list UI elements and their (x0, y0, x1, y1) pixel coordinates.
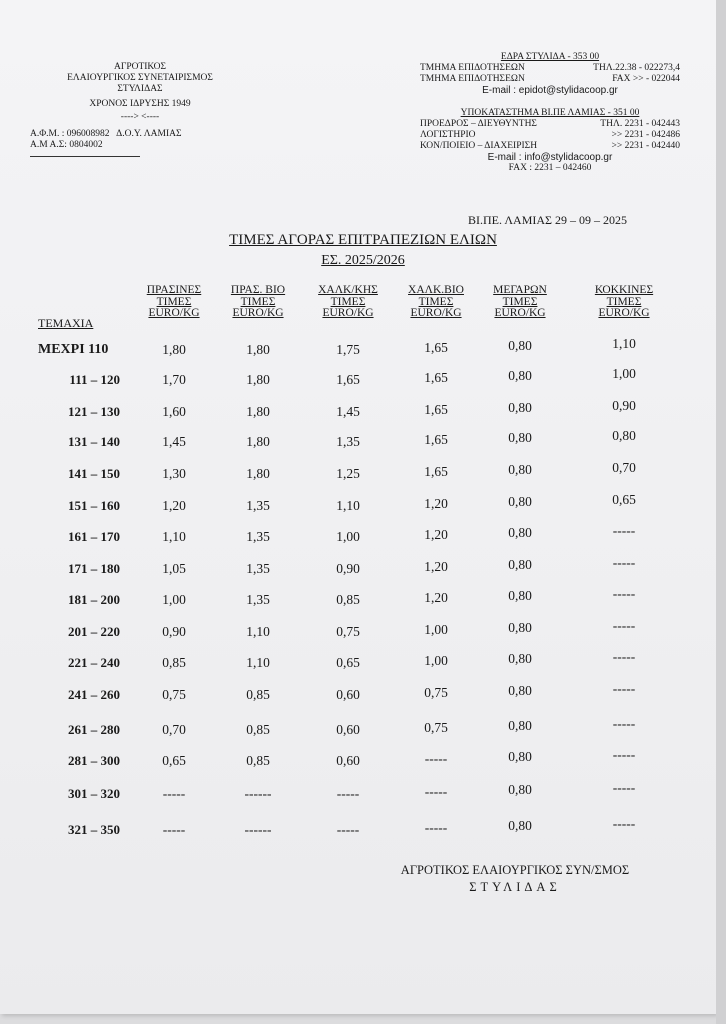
price-cell: ------ (244, 822, 272, 837)
row-label: ΜΕΧΡΙ 110 (38, 342, 109, 357)
column-header-text: EURO/KG (598, 307, 650, 319)
price-cell: 0,80 (508, 400, 532, 415)
price-cell: ----- (612, 716, 636, 731)
page-title: ΤΙΜΕΣ ΑΓΟΡΑΣ ΕΠΙΤΡΑΠΕΖΙΩΝ ΕΛΙΩΝ (229, 232, 497, 248)
price-cell: 0,75 (424, 685, 448, 700)
row-label: 171 – 180 (68, 561, 120, 576)
price-cell: 0,90 (336, 561, 360, 576)
column-header-text: ΚΟΚΚΙΝΕΣ (594, 284, 654, 296)
subsidies-tel: ΤΗΛ.22.38 - 022273,4 (593, 63, 680, 73)
price-cell: 0,80 (508, 588, 532, 603)
column-header-text: ΠΡΑΣΙΝΕΣ (146, 284, 202, 296)
price-cell: 1,35 (246, 561, 270, 576)
price-cell: 0,80 (508, 462, 532, 477)
price-cell: 1,00 (424, 622, 448, 637)
column-header-text: ΜΕΓΑΡΩΝ (493, 284, 547, 296)
price-cell: 1,35 (336, 434, 360, 449)
price-cell: 1,65 (424, 402, 448, 417)
price-cell: 1,20 (424, 527, 448, 542)
price-cell: 0,80 (612, 428, 636, 443)
price-cell: 1,35 (246, 592, 270, 607)
row-label: 261 – 280 (68, 722, 120, 737)
divider (30, 156, 140, 157)
mill-tel: >> 2231 - 042440 (611, 141, 680, 151)
price-cell: ----- (424, 751, 448, 766)
price-cell: 1,20 (162, 498, 186, 513)
price-cell: 1,10 (336, 498, 360, 513)
price-cell: 0,85 (162, 655, 186, 670)
price-cell: 1,20 (424, 496, 448, 511)
column-header-text: ΤΙΜΕΣ (418, 295, 454, 308)
price-cell: 1,70 (162, 372, 186, 387)
ornament-line: ----> <---- (120, 112, 160, 122)
column-header-text: ΤΙΜΕΣ (156, 295, 192, 308)
price-cell: 1,00 (424, 653, 448, 668)
price-cell: 1,10 (246, 624, 270, 639)
season-subtitle: ΕΣ. 2025/2026 (321, 253, 405, 268)
price-cell: 1,80 (162, 342, 186, 357)
column-header-3 (308, 285, 388, 320)
price-cell: 0,80 (508, 368, 532, 383)
price-cell: ----- (612, 586, 636, 601)
column-header-text: ΤΙΜΕΣ (240, 295, 276, 308)
price-cell: 0,80 (508, 749, 532, 764)
price-cell: 0,80 (508, 718, 532, 733)
price-cell: 0,85 (246, 722, 270, 737)
column-header-2 (218, 285, 298, 320)
president-row (420, 119, 680, 130)
price-cell: 1,05 (162, 561, 186, 576)
price-cell: 1,75 (336, 342, 360, 357)
price-cell: ----- (336, 822, 360, 837)
column-header-6 (584, 285, 664, 320)
row-label: 221 – 240 (68, 655, 120, 670)
accounting-tel: >> 2231 - 042486 (611, 130, 680, 140)
column-header-text: ΧΑΛΚ.ΒΙΟ (408, 284, 464, 296)
seat-address: ΕΔΡΑ ΣΤΥΛΙΔΑ - 353 00 (500, 52, 600, 62)
price-cell: ----- (612, 555, 636, 570)
price-cell: 1,10 (612, 336, 636, 351)
row-label: 151 – 160 (68, 498, 120, 513)
column-header-text: ΤΙΜΕΣ (606, 295, 642, 308)
price-cell: 0,80 (508, 620, 532, 635)
price-cell: 0,90 (162, 624, 186, 639)
column-header-text: ΤΙΜΕΣ (502, 295, 538, 308)
price-cell: 0,70 (162, 722, 186, 737)
email-info: E-mail : info@stylidacoop.gr (487, 152, 613, 163)
price-cell: ----- (336, 786, 360, 801)
president-label: ΠΡΟΕΔΡΟΣ – ΔΙΕΥΘΥΝΤΗΣ (420, 119, 537, 129)
price-cell: 0,80 (508, 651, 532, 666)
row-label: 201 – 220 (68, 624, 120, 639)
price-cell: 1,35 (246, 529, 270, 544)
price-cell: 0,65 (162, 753, 186, 768)
price-cell: 0,60 (336, 722, 360, 737)
founded-line: ΧΡΟΝΟΣ ΙΔΡΥΣΗΣ 1949 (89, 99, 191, 109)
column-header-text: ΠΡΑΣ. ΒΙΟ (230, 284, 286, 296)
price-cell: ------ (244, 786, 272, 801)
row-label: 301 – 320 (68, 786, 120, 801)
registry-number: Α.Μ Α.Σ: 0804002 (30, 140, 103, 150)
price-cell: 0,80 (508, 494, 532, 509)
price-cell: 0,85 (246, 687, 270, 702)
mill-label: ΚΟΝ/ΠΟΙΕΙΟ – ΔΙΑΧΕΙΡΙΣΗ (420, 141, 538, 151)
price-cell: 0,75 (336, 624, 360, 639)
price-cell: 1,65 (424, 340, 448, 355)
column-header-text: ΤΙΜΕΣ (330, 295, 366, 308)
price-cell: 1,30 (162, 466, 186, 481)
price-cell: 1,80 (246, 342, 270, 357)
price-cell: 1,80 (246, 466, 270, 481)
org-line-1: ΑΓΡΟΤΙΚΟΣ (113, 62, 167, 72)
mill-row (420, 141, 680, 152)
price-cell: 1,10 (162, 529, 186, 544)
pieces-column-header: ΤΕΜΑΧΙΑ (38, 316, 94, 330)
column-header-text: EURO/KG (322, 307, 374, 319)
president-tel: ΤΗΛ. 2231 - 042443 (600, 119, 680, 129)
row-label: 121 – 130 (68, 404, 120, 419)
price-cell: 1,25 (336, 466, 360, 481)
price-cell: 0,65 (336, 655, 360, 670)
accounting-row (420, 130, 680, 141)
column-header-text: ΧΑΛΚ/ΚΗΣ (318, 284, 378, 296)
column-header-text: EURO/KG (410, 307, 462, 319)
price-cell: 0,80 (508, 338, 532, 353)
price-cell: 1,65 (336, 372, 360, 387)
price-cell: ----- (612, 618, 636, 633)
price-cell: 1,80 (246, 434, 270, 449)
row-label: 111 – 120 (69, 372, 120, 387)
price-cell: ----- (612, 523, 636, 538)
price-cell: 0,85 (336, 592, 360, 607)
column-header-4 (396, 285, 476, 320)
subsidies-fax-label: ΤΜΗΜΑ ΕΠΙΔΟΤΗΣΕΩΝ (420, 74, 525, 84)
price-cell: ----- (612, 780, 636, 795)
row-label: 281 – 300 (68, 753, 120, 768)
price-cell: 1,80 (246, 372, 270, 387)
price-cell: 0,80 (508, 683, 532, 698)
subsidies-tel-label: ΤΜΗΜΑ ΕΠΙΔΟΤΗΣΕΩΝ (420, 63, 525, 73)
price-cell: 0,90 (612, 398, 636, 413)
price-cell: ----- (612, 816, 636, 831)
price-cell: ----- (612, 681, 636, 696)
price-cell: 0,80 (508, 782, 532, 797)
row-label: 181 – 200 (68, 592, 120, 607)
price-cell: 0,70 (612, 460, 636, 475)
price-cell: 1,65 (424, 464, 448, 479)
subsidies-fax: FAX >> - 022044 (612, 74, 680, 84)
price-cell: 0,60 (336, 687, 360, 702)
footer-line-2: ΣΤΥΛΙΔΑΣ (469, 880, 561, 894)
price-cell: 1,45 (162, 434, 186, 449)
price-cell: 1,10 (246, 655, 270, 670)
column-header-1 (134, 285, 214, 320)
row-label: 141 – 150 (68, 466, 120, 481)
price-cell: ----- (162, 822, 186, 837)
footer-line-1: ΑΓΡΟΤΙΚΟΣ ΕΛΑΙΟΥΡΓΙΚΟΣ ΣΥΝ/ΣΜΟΣ (400, 863, 630, 877)
footer-signature (360, 862, 670, 896)
price-cell: 1,00 (612, 366, 636, 381)
date-line: ΒΙ.ΠΕ. ΛΑΜΙΑΣ 29 – 09 – 2025 (468, 213, 628, 227)
price-cell: 1,20 (424, 559, 448, 574)
price-cell: 1,00 (336, 529, 360, 544)
row-label: 321 – 350 (68, 822, 120, 837)
price-cell: 0,80 (508, 557, 532, 572)
price-cell: 0,75 (424, 720, 448, 735)
column-header-text: EURO/KG (494, 307, 546, 319)
price-cell: ----- (424, 784, 448, 799)
column-header-5 (480, 285, 560, 320)
org-line-3: ΣΤΥΛΙΔΑΣ (117, 84, 163, 94)
price-cell: ----- (612, 649, 636, 664)
price-cell: 1,60 (162, 404, 186, 419)
accounting-label: ΛΟΓΙΣΤΗΡΙΟ (420, 130, 476, 140)
price-cell: 0,80 (508, 430, 532, 445)
column-header-text: EURO/KG (232, 307, 284, 319)
subsidies-tel-row (420, 63, 680, 74)
tax-id: Α.Φ.Μ. : 096008982 Δ.Ο.Υ. ΛΑΜΙΑΣ (30, 129, 182, 139)
price-cell: 1,35 (246, 498, 270, 513)
price-cell: 0,80 (508, 525, 532, 540)
price-cell: 1,45 (336, 404, 360, 419)
price-cell: 0,60 (336, 753, 360, 768)
price-cell: 0,80 (508, 818, 532, 833)
org-line-2: ΕΛΑΙΟΥΡΓΙΚΟΣ ΣΥΝΕΤΑΙΡΙΣΜΟΣ (67, 73, 213, 83)
price-cell: ----- (612, 747, 636, 762)
price-cell: 1,65 (424, 370, 448, 385)
row-label: 131 – 140 (68, 434, 120, 449)
email-subsidies: E-mail : epidot@stylidacoop.gr (482, 85, 618, 96)
branch-address: ΥΠΟΚΑΤΑΣΤΗΜΑ ΒΙ.ΠΕ ΛΑΜΙΑΣ - 351 00 (460, 108, 640, 118)
price-cell: 1,80 (246, 404, 270, 419)
fax-number: FAX : 2231 – 042460 (508, 163, 592, 173)
subsidies-fax-row (420, 74, 680, 85)
price-cell: 0,65 (612, 492, 636, 507)
price-cell: ----- (424, 820, 448, 835)
price-cell: 1,65 (424, 432, 448, 447)
header-left (30, 62, 250, 157)
column-header-text: EURO/KG (148, 307, 200, 319)
header-right (420, 52, 680, 174)
row-label: 241 – 260 (68, 687, 120, 702)
price-cell: 0,75 (162, 687, 186, 702)
row-label: 161 – 170 (68, 529, 120, 544)
page-edge (716, 0, 726, 1024)
price-cell: 1,20 (424, 590, 448, 605)
price-cell: 0,85 (246, 753, 270, 768)
price-cell: 1,00 (162, 592, 186, 607)
price-cell: ----- (162, 786, 186, 801)
